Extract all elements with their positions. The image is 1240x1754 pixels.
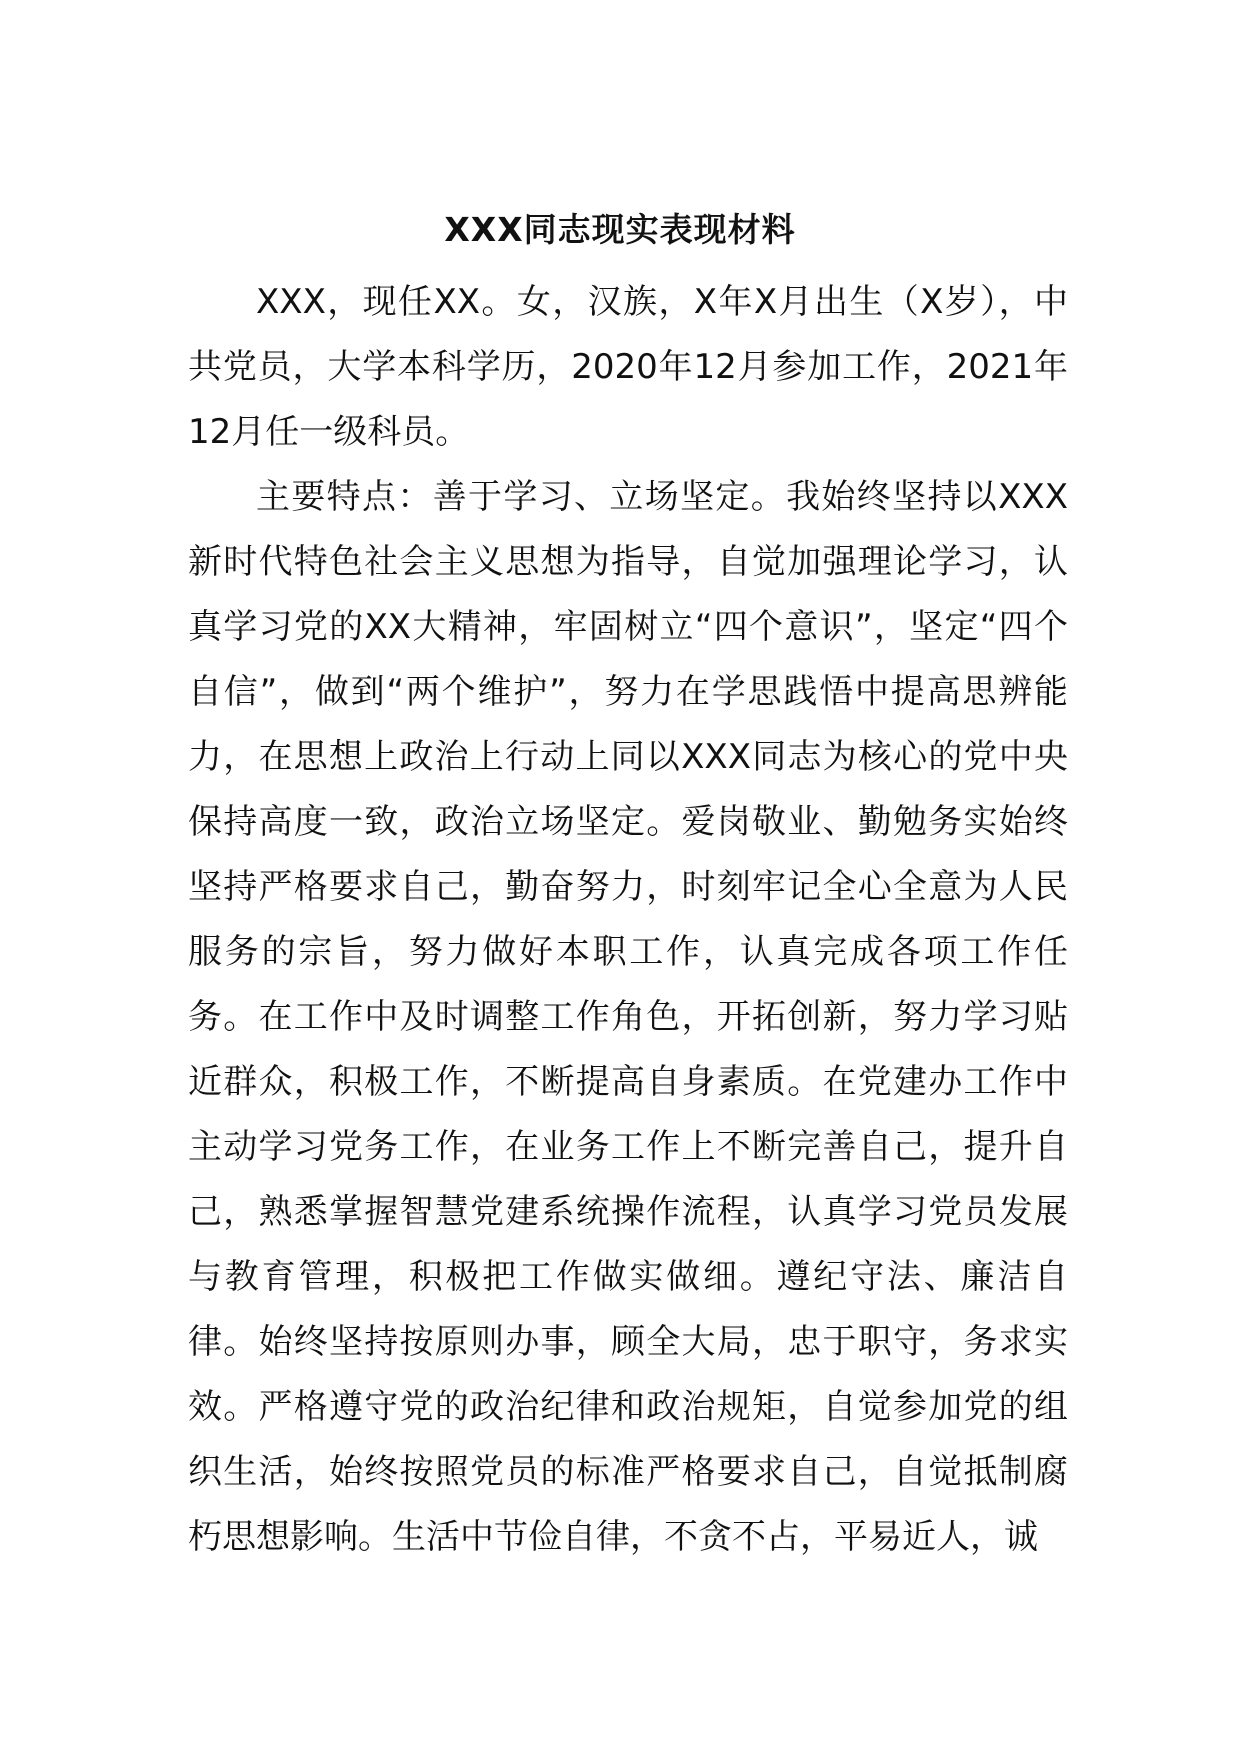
document-body (188, 270, 1068, 1570)
document-title: XXX同志现实表现材料 (444, 210, 796, 249)
paragraph-basic-info: XXX，现任XX。女，汉族，X年X月出生（X岁），中共党员，大学本科学历，2020年12月参加工作，2021年12月任一级科员。 (188, 282, 1068, 452)
paragraph-main-features: 主要特点：善于学习、立场坚定。我始终坚持以XXX新时代特色社会主义思想为指导，自觉加强理论学习，认真学习党的XX大精神，牢固树立“四个意识”，坚定“四个自信”，做到“两个维护”，努力在学思践悟中提高思辨能力，在思想上政治上行动上同以XXX同志为核心的党中央保持高度一致，政治立场坚定。爱岗敬业、勤勉务实始终坚持严格要求自己，勤奋努力，时刻牢记全心全意为人民服务的宗旨，努力做好本职工作，认真完成各项工作任务。在工作中及时调整工作角色，开拓创新，努力学习贴近群众，积极工作，不断提高自身素质。在党建办工作中主动学习党务工作，在业务工作上不断完善自己，提升自己，熟悉掌握智慧党建系统操作流程，认真学习党员发展与教育管理，积极把工作做实做细。遵纪守法、廉洁自律。始终坚持按原则办事，顾全大局，忠于职守，务求实效。严格遵守党的政治纪律和政治规矩，自觉参加党的组织生活，始终按照党员的标准严格要求自己，自觉抵制腐朽思想影响。生活中节俭自律，不贪不占，平易近人，诚 (188, 477, 1068, 1557)
